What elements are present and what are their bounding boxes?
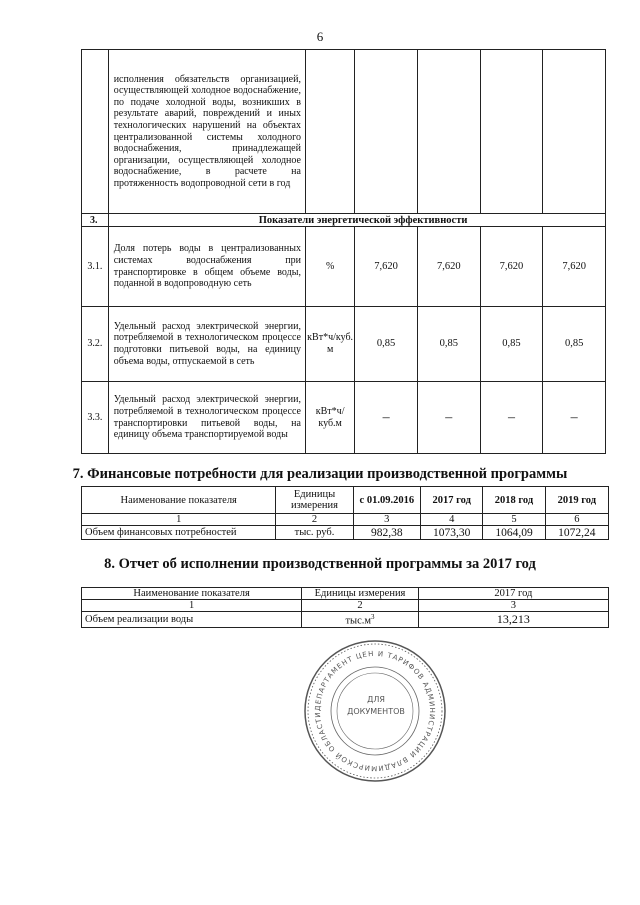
table-row [82,612,609,628]
indicator-value: 1064,09 [483,526,545,540]
index-cell: 2 [302,600,419,612]
indicator-value: 982,38 [353,526,420,540]
row-value: 0,85 [417,307,480,382]
col-header-year: 2019 год [545,487,608,514]
index-cell: 4 [421,514,483,526]
stamp-center-line2: ДОКУМЕНТОВ [347,707,405,716]
row-value [355,50,418,214]
table-row [82,227,606,307]
index-cell: 1 [82,600,302,612]
row-description: исполнения обязательств организацией, осуществляющей холодное водоснабжение, по подаче холодной воды, возникших в результате аварий, повреждений и иных технологических нарушений на объектах централизованной системы холодного водоснабжения, принадлежащей организации, осуществляющей холодное водоснабжение, в расчете на протяженность водопроводной сети в год [108,50,305,214]
col-header-year: 2017 год [418,588,608,600]
row-number-cell [82,50,109,214]
index-cell: 1 [82,514,276,526]
row-value: 7,620 [417,227,480,307]
section-title: Показатели энергетической эффективности [108,214,605,227]
index-cell: 6 [545,514,608,526]
col-header-year: 2018 год [483,487,545,514]
section7-title: 7. Финансовые потребности для реализации производственной программы [72,466,568,482]
col-header-period: с 01.09.2016 [353,487,420,514]
col-header-unit: Единицы измерения [276,487,353,514]
row-number: 3.3. [82,382,109,454]
table-row [82,526,609,540]
indicator-unit: тыс. руб. [276,526,353,540]
program-report-table [81,587,609,628]
table-header-row [82,487,609,514]
row-unit: кВт*ч/куб.м [305,382,354,454]
indicator-name: Объем финансовых потребностей [82,526,276,540]
row-unit: % [305,227,354,307]
row-value: 7,620 [355,227,418,307]
col-header-unit: Единицы измерения [302,588,419,600]
index-cell: 2 [276,514,353,526]
official-stamp [300,636,450,786]
row-description: Удельный расход электрической энергии, потребляемой в технологическом процессе транспортировки питьевой воды, на единицу объема транспортируемой воды [108,382,305,454]
row-value: 0,85 [355,307,418,382]
row-value: 0,85 [480,307,543,382]
indicator-unit [302,612,419,628]
index-row [82,514,609,526]
index-cell: 3 [353,514,420,526]
section8-title: 8. Отчет об исполнении производственной программы за 2017 год [104,556,536,572]
row-number: 3.1. [82,227,109,307]
indicator-value: 1073,30 [421,526,483,540]
row-value [543,50,606,214]
row-value: – [480,382,543,454]
unit-superscript: 3 [371,613,375,621]
col-header-name: Наименование показателя [82,588,302,600]
table-row [82,50,606,214]
indicator-value: 13,213 [418,612,608,628]
table-header-row [82,588,609,600]
indicator-name: Объем реализации воды [82,612,302,628]
col-header-name: Наименование показателя [82,487,276,514]
indicators-table [81,49,606,454]
index-row [82,600,609,612]
table-row [82,382,606,454]
indicator-value: 1072,24 [545,526,608,540]
row-value: – [543,382,606,454]
row-value: – [355,382,418,454]
index-cell: 5 [483,514,545,526]
row-number: 3.2. [82,307,109,382]
stamp-seal-icon [300,636,450,786]
row-value [480,50,543,214]
unit-text: тыс.м [345,615,372,627]
section-number: 3. [82,214,109,227]
row-value: 7,620 [543,227,606,307]
row-value: 0,85 [543,307,606,382]
table-row [82,307,606,382]
row-value [417,50,480,214]
stamp-ring-text: ДЕПАРТАМЕНТ ЦЕН И ТАРИФОВ АДМИНИСТРАЦИИ ВЛАДИМИРСКОЙ ОБЛАСТИ [313,649,437,773]
row-unit: кВт*ч/куб. м [305,307,354,382]
row-value: – [417,382,480,454]
row-value: 7,620 [480,227,543,307]
financial-needs-table [81,486,609,540]
row-description: Доля потерь воды в централизованных системах водоснабжения при транспортировке в общем объеме воды, поданной в водопроводную сеть [108,227,305,307]
row-unit [305,50,354,214]
index-cell: 3 [418,600,608,612]
page-number: 6 [316,29,324,44]
stamp-center-line1: ДЛЯ [367,695,385,704]
section-header-row [82,214,606,227]
col-header-year: 2017 год [421,487,483,514]
row-description: Удельный расход электрической энергии, потребляемой в технологическом процессе подготовки питьевой воды, на единицу объема воды, отпускаемой в сеть [108,307,305,382]
